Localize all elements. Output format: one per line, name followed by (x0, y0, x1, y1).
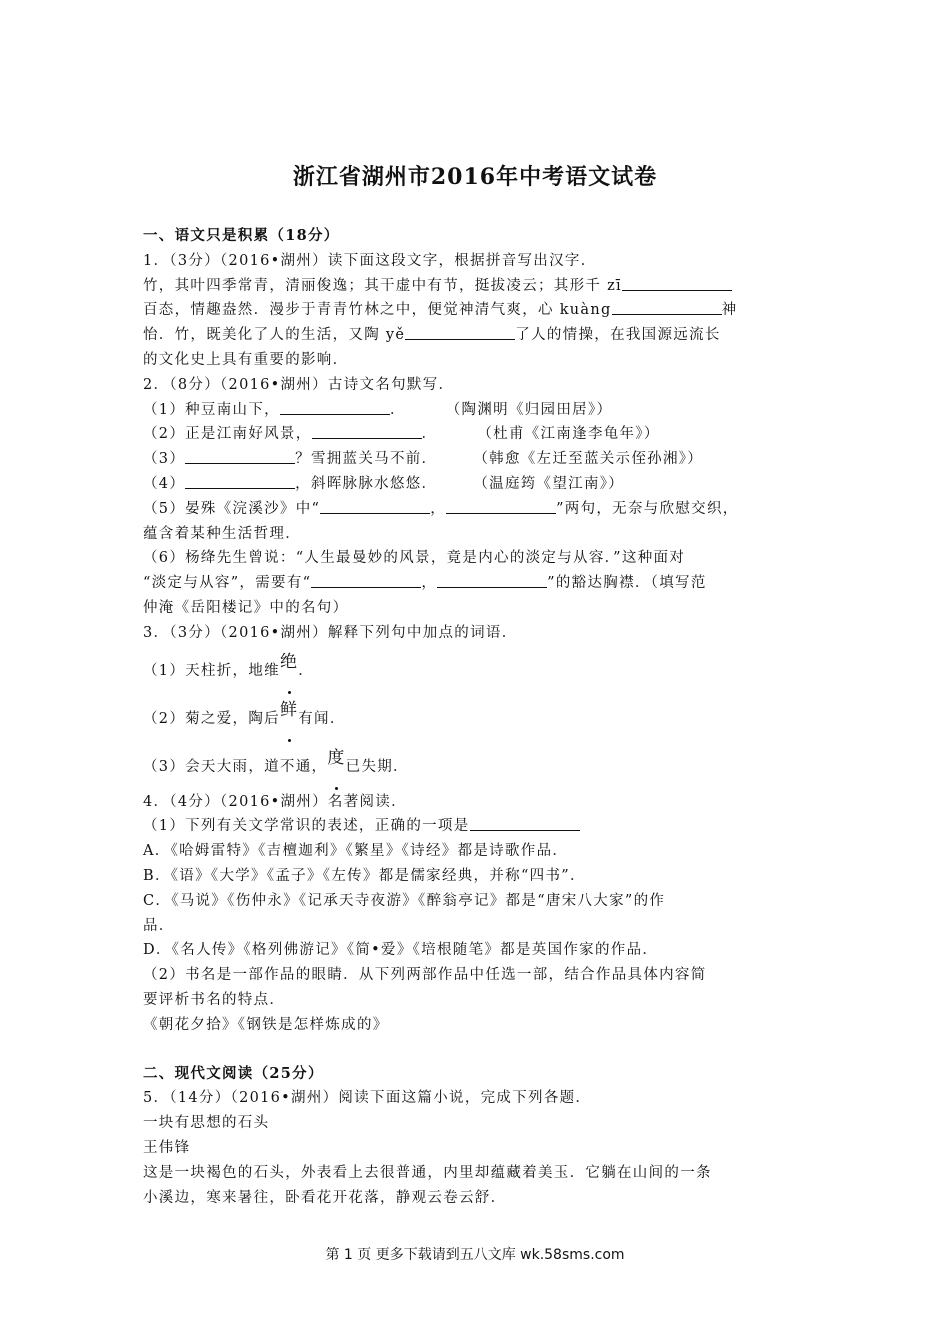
q2-item-6: （6）杨绛先生曾说：“人生最曼妙的风景，竟是内心的淡定与从容．”这种面对 (143, 550, 686, 567)
q2-header: 2．（8分）（2016•湖州）古诗文名句默写． (143, 376, 455, 393)
answer-blank[interactable] (280, 400, 390, 415)
story-author: 王伟锋 (143, 1139, 191, 1156)
q2-item-3-rest: ？雪拥蓝关马不前． (295, 451, 438, 468)
answer-blank[interactable] (311, 573, 421, 588)
document-body (143, 224, 808, 1210)
q2-item-4-text: （4） (143, 475, 186, 492)
q2-item-3-text: （3） (143, 451, 186, 468)
story-title: 一块有思想的石头 (143, 1115, 270, 1132)
dotted-word: 度 (327, 734, 345, 782)
q2-item-6-text: “淡定与从容”，需要有“ (143, 575, 312, 592)
answer-blank[interactable] (446, 499, 556, 514)
q4-option-c-cont: 品． (143, 917, 175, 934)
q4-part-1 (143, 814, 808, 839)
q1-line-1 (143, 274, 808, 299)
q3-item-3-text: （3）会天大雨，道不通， (143, 758, 328, 775)
answer-blank[interactable] (622, 276, 732, 291)
answer-blank[interactable] (612, 300, 722, 315)
page-footer: 第 1 页 更多下载请到五八文库 wk.58sms.com (325, 1247, 625, 1263)
section-heading-2: 二、现代文阅读（25分） (143, 1064, 324, 1082)
q1-line-3 (143, 323, 808, 348)
story-paragraph-cont: 小溪边，寒来暑往，卧看花开花落，静观云卷云舒． (143, 1189, 507, 1206)
q3-item-2 (143, 694, 808, 742)
q4-option-b[interactable]: B．《语》《大学》《孟子》《左传》都是儒家经典，并称“四书”． (143, 867, 586, 884)
q4-part-2-cont: 要评析书名的特点． (143, 991, 286, 1008)
q2-item-6-end: 仲淹《岳阳楼记》中的名句） (143, 599, 349, 616)
q2-item-3 (143, 447, 808, 472)
q1-text-1: 竹，其叶四季常青，清丽俊逸；其干虚中有节，挺拔凌云；其形千 zī (143, 277, 622, 294)
answer-blank[interactable] (437, 573, 547, 588)
answer-blank[interactable] (312, 424, 422, 439)
q4-part-1-text: （1）下列有关文学常识的表述，正确的一项是 (143, 818, 470, 835)
q2-item-4-rest: ，斜晖脉脉水悠悠． (295, 475, 438, 492)
q1-text-3a: 怡．竹，既美化了人的生活，又陶 yě (143, 327, 406, 344)
dotted-word: 绝 (280, 638, 298, 686)
q4-option-c[interactable]: C．《马说》《伤仲永》《记承天寺夜游》《醉翁亭记》都是“唐宋八大家”的作 (143, 892, 666, 909)
q1-text-2a: 百态，情趣盎然．漫步于青青竹林之中，便觉神清气爽，心 kuàng (143, 302, 612, 319)
q2-item-5-text: （5）晏殊《浣溪沙》中“ (143, 500, 321, 517)
q2-item-1 (143, 398, 808, 423)
q3-item-1 (143, 646, 808, 694)
q2-item-1-punct: ． (389, 401, 406, 418)
q4-option-d[interactable]: D．《名人传》《格列佛游记》《简•爱》《培根随笔》都是英国作家的作品． (143, 942, 659, 959)
answer-blank[interactable] (320, 499, 430, 514)
page-title: 浙江省湖州市2016年中考语文试卷 (292, 164, 658, 190)
q1-text-2b: 神 (721, 302, 738, 319)
story-paragraph: 这是一块褐色的石头，外表看上去很普通，内里却蕴藏着美玉．它躺在山间的一条 (143, 1164, 712, 1181)
q3-item-1-rest: ． (298, 662, 315, 679)
q2-item-2-punct: ． (421, 426, 438, 443)
q3-header: 3．（3分）（2016•湖州）解释下列句中加点的词语． (143, 624, 518, 641)
q1-line-2 (143, 298, 808, 323)
q2-item-2-source: （杜甫《江南逢李龟年》） (477, 426, 660, 443)
q2-item-5 (143, 497, 808, 522)
q3-item-1-text: （1）天柱折，地维 (143, 662, 280, 679)
section-heading-1: 一、语文只是积累（18分） (143, 227, 340, 244)
q4-part-2: （2）书名是一部作品的眼睛．从下列两部作品中任选一部，结合作品具体内容简 (143, 967, 707, 984)
q2-item-3-source: （韩愈《左迁至蓝关示侄孙湘》） (473, 451, 704, 468)
answer-blank[interactable] (185, 474, 295, 489)
q2-item-2-text: （2）正是江南好风景， (143, 426, 312, 443)
q2-item-5-rest: ”两句，无奈与欣慰交织， (556, 500, 739, 517)
q1-header: 1．（3分）（2016•湖州）读下面这段文字，根据拼音写出汉字． (143, 252, 597, 269)
q2-item-6-comma: ， (421, 575, 438, 592)
q4-option-a[interactable]: A．《哈姆雷特》《吉檀迦利》《繁星》《诗经》都是诗歌作品． (143, 843, 569, 860)
q5-header: 5．（14分）（2016•湖州）阅读下面这篇小说，完成下列各题． (143, 1090, 592, 1107)
answer-blank[interactable] (405, 325, 515, 340)
q2-item-6-cont (143, 571, 808, 596)
q2-item-5-cont: 蕴含着某种生活哲理． (143, 525, 301, 542)
q3-item-2-text: （2）菊之爱，陶后 (143, 710, 280, 727)
dotted-word: 鲜 (280, 686, 298, 734)
q2-item-4-source: （温庭筠《望江南》） (473, 475, 625, 492)
q3-item-2-rest: 有闻． (298, 710, 346, 727)
q3-item-3-rest: 已失期． (345, 758, 409, 775)
q1-line-4: 的文化史上具有重要的影响． (143, 351, 349, 368)
q4-header: 4．（4分）（2016•湖州）名著阅读． (143, 793, 407, 810)
answer-blank[interactable] (185, 449, 295, 464)
q2-item-6-rest: ”的豁达胸襟．（填写范 (547, 575, 707, 592)
q2-item-2 (143, 422, 808, 447)
q2-item-5-comma: ， (430, 500, 447, 517)
q4-books: 《朝花夕拾》《钢铁是怎样炼成的》 (143, 1016, 389, 1033)
answer-blank[interactable] (470, 816, 580, 831)
q2-item-1-source: （陶渊明《归园田居》） (445, 401, 613, 418)
q1-text-3b: 了人的情操，在我国源远流长 (515, 327, 721, 344)
q3-item-3 (143, 742, 808, 790)
q2-item-1-text: （1）种豆南山下， (143, 401, 280, 418)
q2-item-4 (143, 472, 808, 497)
